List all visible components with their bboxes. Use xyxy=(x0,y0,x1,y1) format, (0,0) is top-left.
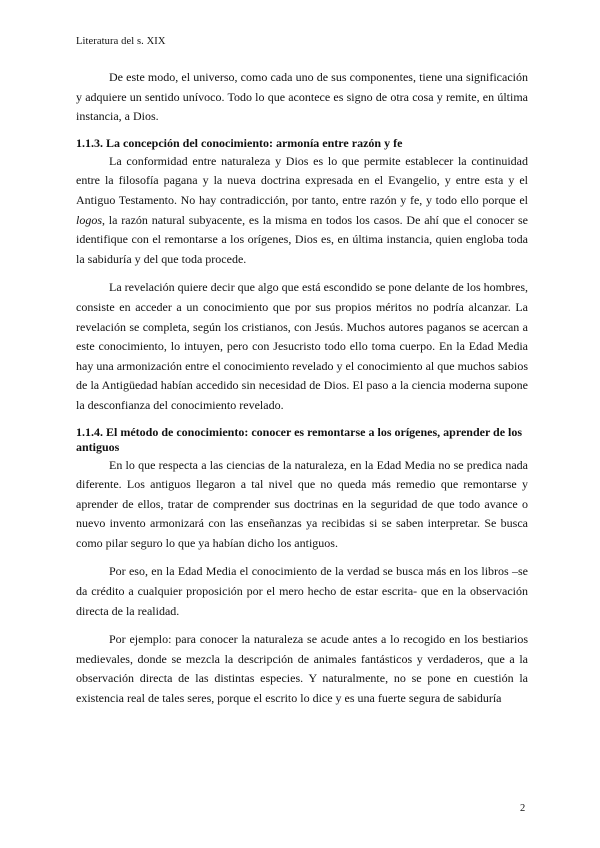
section-heading-1-1-4: 1.1.4. El método de conocimiento: conocer es remontarse a los orígenes, aprender de los antiguos xyxy=(76,424,523,454)
paragraph-ciencias-naturaleza: En lo que respecta a las ciencias de la naturaleza, en la Edad Media no se predica nada diferente. Los antiguos llegaron a tal nivel que no queda más remedio que remontarse y aprender de ellos, tratar de comprender sus doctrinas en la seguridad de que todo avance o nuevo invento armonizará con las enseñanzas ya recibidas si se saben interpretar. Se busca como pilar seguro lo que ya habían dicho los antiguos. xyxy=(76,457,528,550)
paragraph-revelacion: La revelación quiere decir que algo que está escondido se pone delante de los hombres, consiste en acceder a un conocimiento que por sus propios méritos no podría alcanzar. La revelación se completa, según los cristianos, con Jesús. Muchos autores paganos se acercan a este conocimiento, lo intuyen, pero con Jesucristo todo ello toma cuerpo. En la Edad Media hay una armonización entre el conocimiento revelado y el conocimiento al que muchos sabios de la Antigüedad habían accedido sin necesidad de Dios. El paso a la ciencia moderna supone la desconfianza del conocimiento revelado. xyxy=(76,280,528,412)
running-header: Literatura del s. XIX xyxy=(76,36,166,47)
paragraph-naturaleza-dios xyxy=(76,152,528,270)
document-body xyxy=(76,68,528,718)
emphasis-logos: logos xyxy=(76,212,103,227)
page-number: 2 xyxy=(520,803,526,814)
paragraph-bestiarios: Por ejemplo: para conocer la naturaleza se acude antes a lo recogido en los bestiarios medievales, donde se mezcla la descripción de animales fantásticos y verdaderos, que a la observación directa de las distintas especies. Y naturalmente, no se pone en cuestión la existencia real de tales seres, porque el escrito lo dice y es una fuerte segura de sabiduría xyxy=(76,632,528,706)
paragraph-text-part: , la razón natural subyacente, es la misma en todos los casos. De ahí que el conocer se identifique con el remontarse a los orígenes, Dios es, en última instancia, quien engloba toda la sabiduría y del que toda procede. xyxy=(76,212,528,266)
paragraph-universe: De este modo, el universo, como cada uno de sus componentes, tiene una significación y adquiere un sentido unívoco. Todo lo que acontece es signo de otra cosa y remite, en última instancia, a Dios. xyxy=(76,70,528,124)
section-heading-1-1-3: 1.1.3. La concepción del conocimiento: armonía entre razón y fe xyxy=(76,135,403,150)
paragraph-text-part: La conformidad entre naturaleza y Dios es lo que permite establecer la continuidad entre la filosofía pagana y la nueva doctrina expresada en el Evangelio, y entre esta y el Antiguo Testamento. No hay contradicción, por tanto, entre razón y fe, y todo ello porque el xyxy=(76,153,528,207)
paragraph-libros: Por eso, en la Edad Media el conocimiento de la verdad se busca más en los libros –se da crédito a cualquier proposición por el mero hecho de estar escrita- que en la observación directa de la realidad. xyxy=(76,564,528,618)
